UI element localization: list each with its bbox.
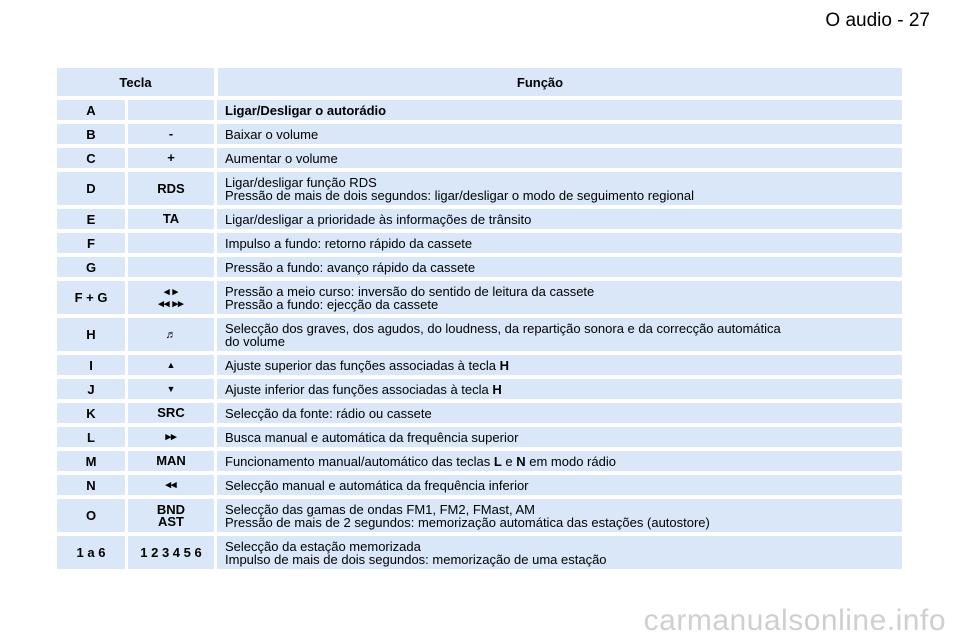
row-function: Impulso a fundo: retorno rápido da cassete [217,233,902,253]
row-id: O [57,499,125,532]
table-row [57,451,902,471]
row-function [217,355,902,375]
row-function-lines [225,285,594,311]
row-function-line: Selecção da estação memorizada [225,538,421,554]
row-key [128,233,214,253]
row-function: Ligar/Desligar o autorádio [217,100,902,120]
row-id: K [57,403,125,423]
row-function [217,451,902,471]
row-key: 1 2 3 4 5 6 [128,536,214,569]
table-row [57,499,902,532]
row-function: Baixar o volume [217,124,902,144]
row-id: J [57,379,125,399]
row-id: D [57,172,125,205]
row-id: L [57,427,125,447]
row-key: MAN [128,451,214,471]
row-function-lines [225,322,781,348]
col-header-funcao: Função [218,68,902,96]
row-id: M [57,451,125,471]
fast-rewind-forward-icon: ◂◂ ▸▸ [158,297,184,310]
row-function-bold: H [492,381,502,397]
key-line: BND [156,501,186,517]
table-row [57,403,902,423]
row-function-line: Selecção dos graves, dos agudos, do loudness, da repartição sonora e da correcção automática [225,320,781,336]
key-lines [156,501,186,529]
seek-backward-icon: ◂◂ [165,479,177,491]
table-row [57,148,902,168]
table-row [57,427,902,447]
row-key: - [128,124,214,144]
row-id: 1 a 6 [57,536,125,569]
row-function: Selecção manual e automática da frequência inferior [217,475,902,495]
row-function-lines [225,176,694,202]
table-row [57,318,902,351]
row-key: SRC [128,403,214,423]
row-key: + [128,148,214,168]
table-row [57,124,902,144]
table-row [57,257,902,277]
row-function [217,318,902,351]
row-id: I [57,355,125,375]
row-function: Ligar/desligar a prioridade às informações de trânsito [217,209,902,229]
row-function-line: Pressão a fundo: ejecção da cassete [225,296,439,312]
row-key [128,100,214,120]
row-function-bold: H [499,357,510,373]
row-key [128,355,214,375]
row-function-lines [225,540,607,566]
table-row [57,475,902,495]
row-key [128,281,214,314]
row-function-line: Pressão de mais de dois segundos: ligar/desligar o modo de seguimento regional [225,187,695,203]
table-row [57,233,902,253]
row-function-bold: N [516,453,526,469]
row-function-line: Pressão a meio curso: inversão do sentido de leitura da cassete [225,283,595,299]
row-function-line: do volume [225,333,285,349]
row-key [128,475,214,495]
table-row [57,536,902,569]
arrow-down-icon: ▼ [166,384,176,394]
row-key [128,379,214,399]
table-row [57,172,902,205]
row-key: RDS [128,172,214,205]
row-function-text: Funcionamento manual/automático das teclas [225,453,494,469]
music-note-icon: ♬ [165,328,177,341]
table-row [57,209,902,229]
row-id: G [57,257,125,277]
row-key [128,257,214,277]
row-function-text: Ajuste superior das funções associadas à tecla [225,357,496,373]
row-key [128,427,214,447]
function-table [57,68,902,573]
row-id: F + G [57,281,125,314]
watermark: carmanualsonline.info [643,604,946,637]
row-id: B [57,124,125,144]
table-row [57,355,902,375]
row-function-line: Selecção das gamas de ondas FM1, FM2, FMast, AM [225,501,535,517]
row-function: Selecção da fonte: rádio ou cassete [217,403,902,423]
row-function-text: em modo rádio [525,453,616,469]
row-function-line: Pressão de mais de 2 segundos: memorização automática das estações (autostore) [225,514,710,530]
table-header-row [57,68,902,96]
row-id: H [57,318,125,351]
row-function-line: Impulso de mais de dois segundos: memorização de uma estação [225,551,607,567]
row-id: C [57,148,125,168]
row-id: A [57,100,125,120]
row-function: Busca manual e automática da frequência superior [217,427,902,447]
table-row [57,379,902,399]
row-key [128,318,214,351]
row-function: Pressão a fundo: avanço rápido da cassete [217,257,902,277]
key-icons [158,286,183,310]
rewind-forward-icon: ◂ ▸ [163,285,179,298]
row-function-text: e [501,453,517,469]
page-header: O audio - 27 [825,10,930,31]
row-function-lines [225,503,710,529]
seek-forward-icon: ▸▸ [165,431,177,443]
table-row [57,100,902,120]
row-id: F [57,233,125,253]
key-line: AST [157,513,184,529]
row-key [128,499,214,532]
row-key: TA [128,209,214,229]
row-function [217,172,902,205]
row-function [217,281,902,314]
row-function-text: Ajuste inferior das funções associadas à tecla [225,381,489,397]
row-id: E [57,209,125,229]
row-id: N [57,475,125,495]
row-function [217,536,902,569]
arrow-up-icon: ▲ [166,360,176,370]
row-function-bold: L [493,453,502,469]
col-header-tecla: Tecla [57,68,214,96]
row-function [217,379,902,399]
table-row [57,281,902,314]
row-function: Aumentar o volume [217,148,902,168]
row-function [217,499,902,532]
row-function-line: Ligar/desligar função RDS [225,174,377,190]
